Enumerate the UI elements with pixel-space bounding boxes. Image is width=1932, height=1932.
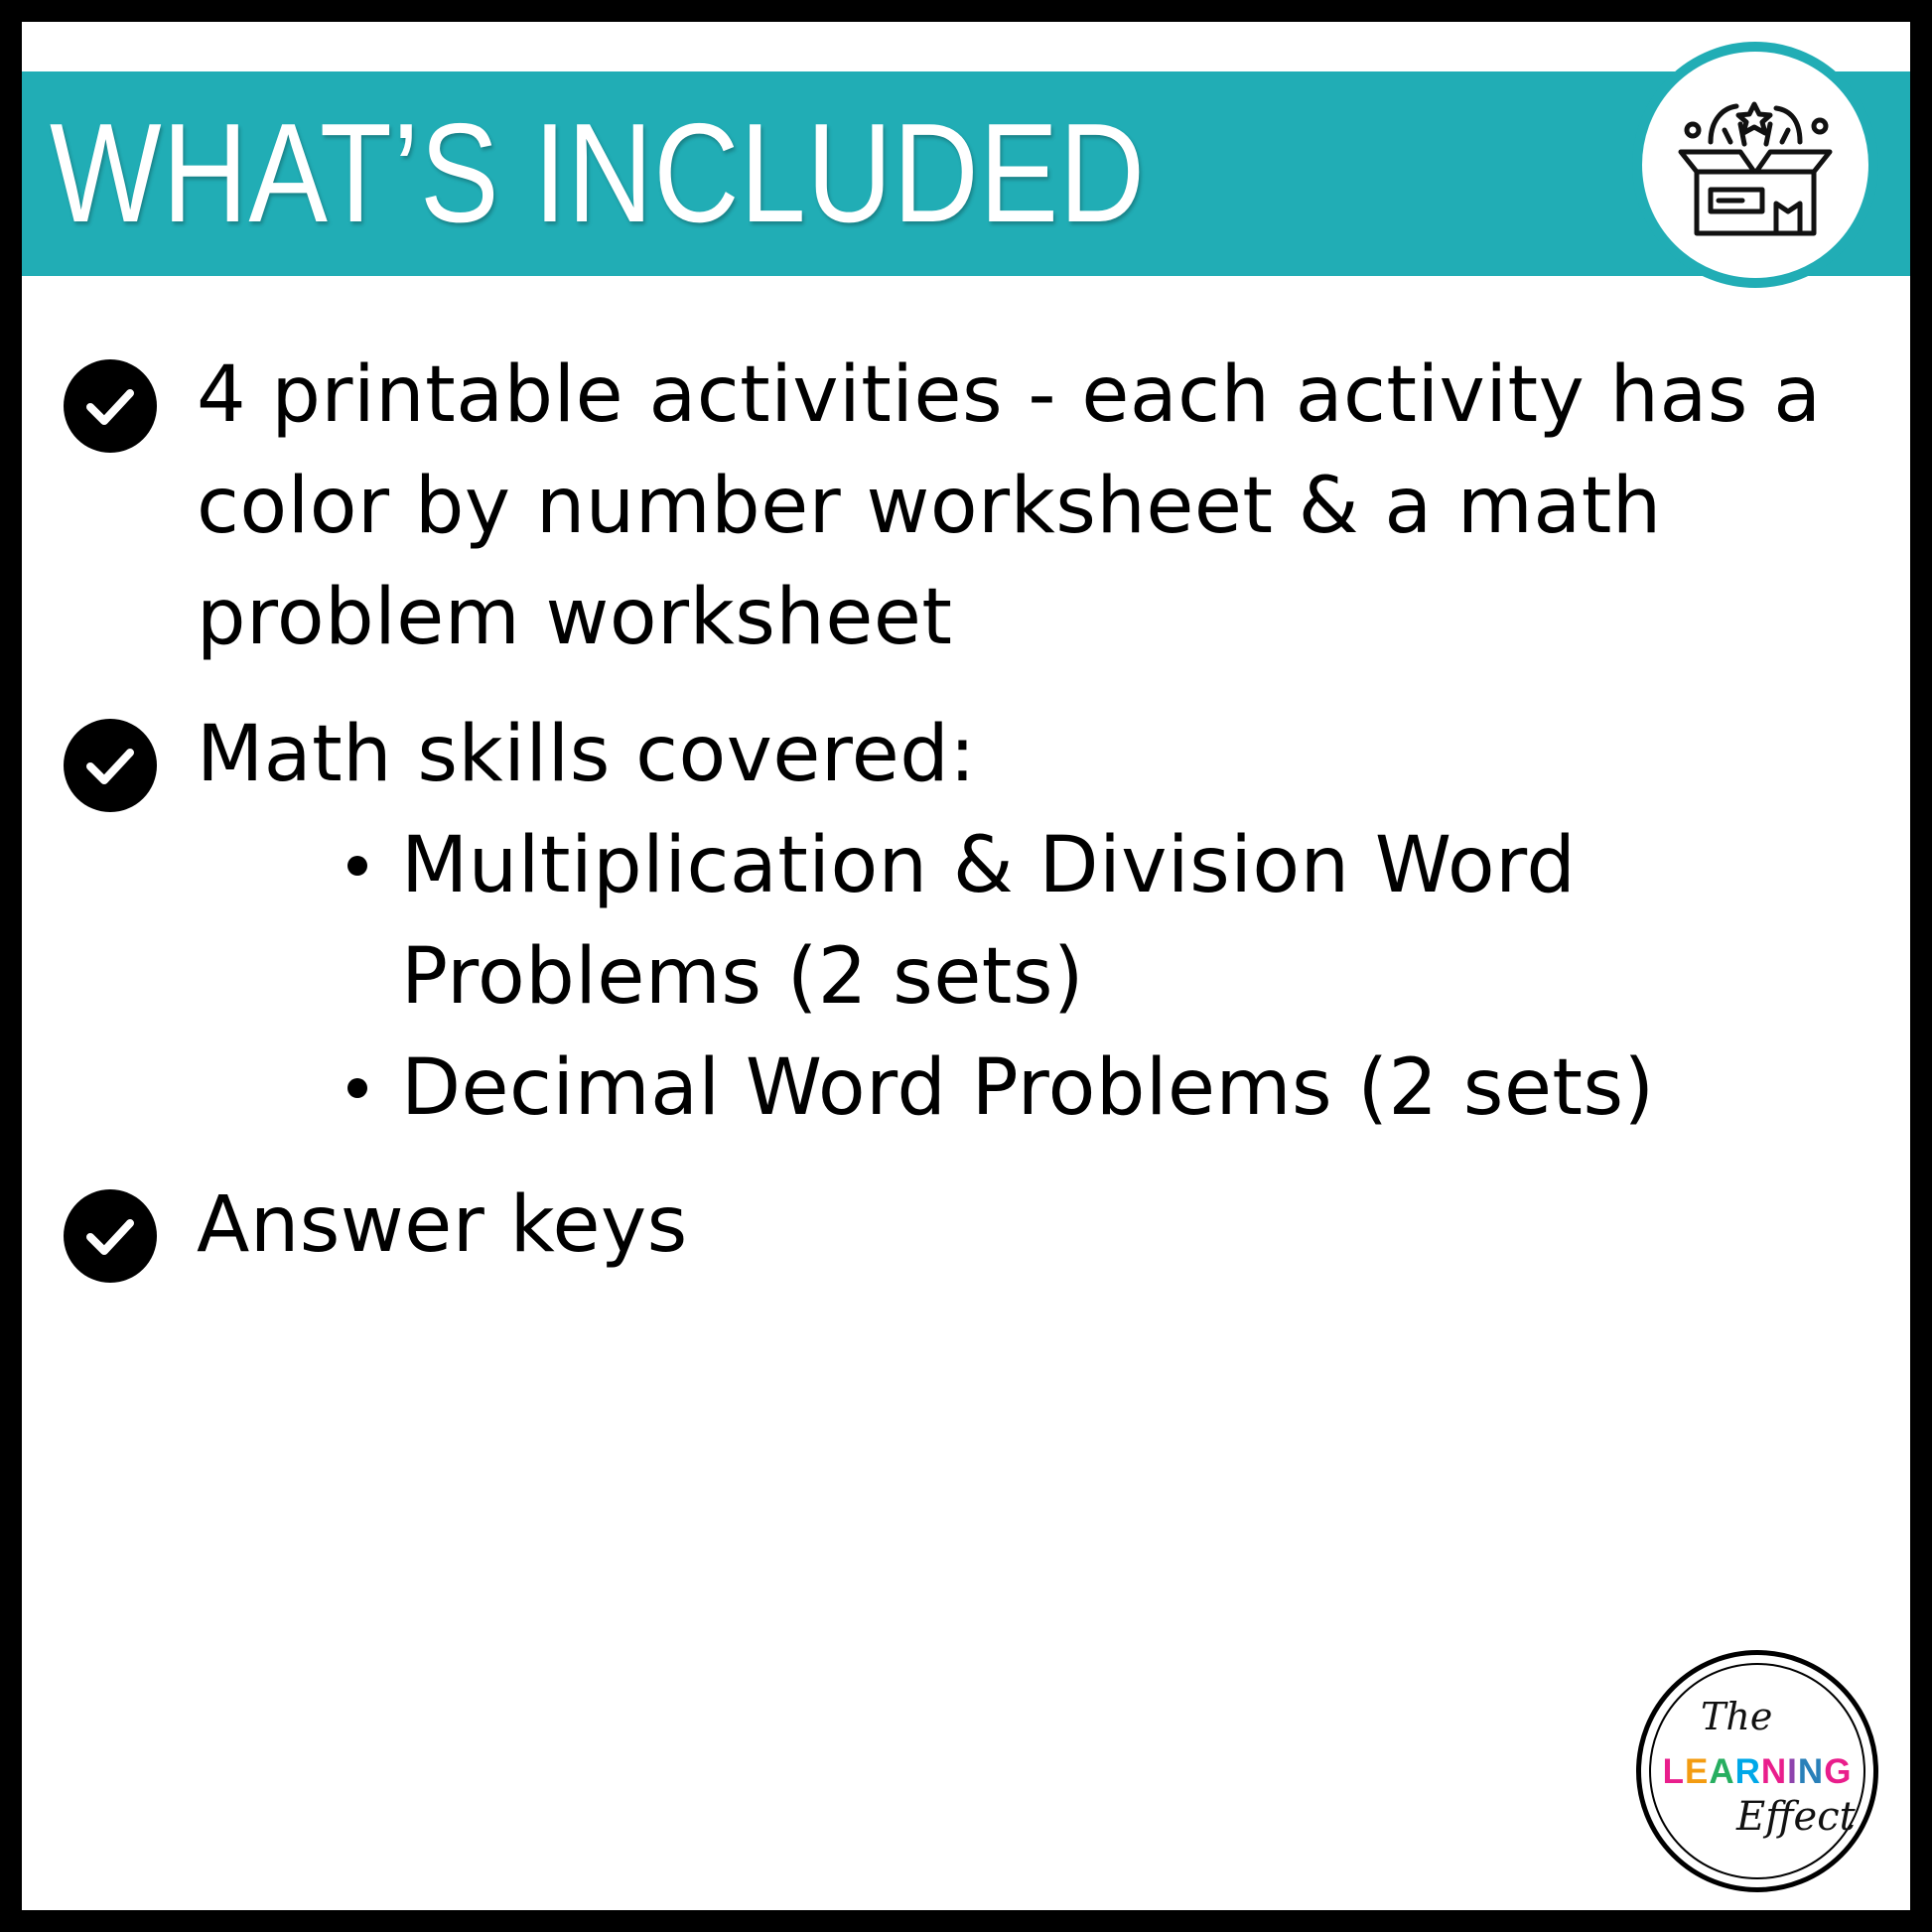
header-banner <box>22 71 1910 276</box>
list-item-text: 4 printable activities - each activity has a color by number worksheet & a math problem worksheet <box>197 350 1822 662</box>
sublist-item-text: Decimal Word Problems (2 sets) <box>401 1043 1655 1133</box>
bullet-dot <box>347 1078 367 1098</box>
logo-effect-text: Effect <box>1736 1794 1856 1840</box>
gift-box-icon <box>1671 90 1840 239</box>
included-list <box>64 340 1890 1307</box>
logo-letter: R <box>1734 1752 1761 1791</box>
check-circle-icon <box>64 1189 157 1283</box>
logo-letter: N <box>1797 1752 1825 1791</box>
brand-logo <box>1636 1650 1878 1892</box>
logo-letter: I <box>1787 1752 1798 1791</box>
logo-letter: E <box>1684 1752 1710 1791</box>
page <box>22 22 1910 1910</box>
list-item <box>64 340 1890 673</box>
check-circle-icon <box>64 359 157 453</box>
logo-the-text: The <box>1701 1695 1773 1738</box>
list-item-text: Math skills covered: <box>197 710 977 799</box>
check-circle-icon <box>64 719 157 812</box>
sublist-item <box>347 810 1890 1033</box>
bullet-dot <box>347 856 367 876</box>
skills-sublist <box>197 810 1890 1144</box>
page-title: WHAT’S INCLUDED <box>50 94 1146 252</box>
gift-box-badge <box>1632 42 1878 288</box>
logo-letter: L <box>1662 1752 1685 1791</box>
logo-letter: N <box>1760 1752 1788 1791</box>
sublist-item <box>347 1033 1890 1144</box>
sublist-item-text: Multiplication & Division Word Problems (2 sets) <box>401 821 1577 1022</box>
logo-letter: A <box>1709 1752 1735 1791</box>
logo-learning-text <box>1653 1752 1862 1792</box>
logo-letter: G <box>1824 1752 1853 1791</box>
list-item <box>64 699 1890 1144</box>
list-item <box>64 1170 1890 1281</box>
list-item-text: Answer keys <box>197 1180 688 1270</box>
